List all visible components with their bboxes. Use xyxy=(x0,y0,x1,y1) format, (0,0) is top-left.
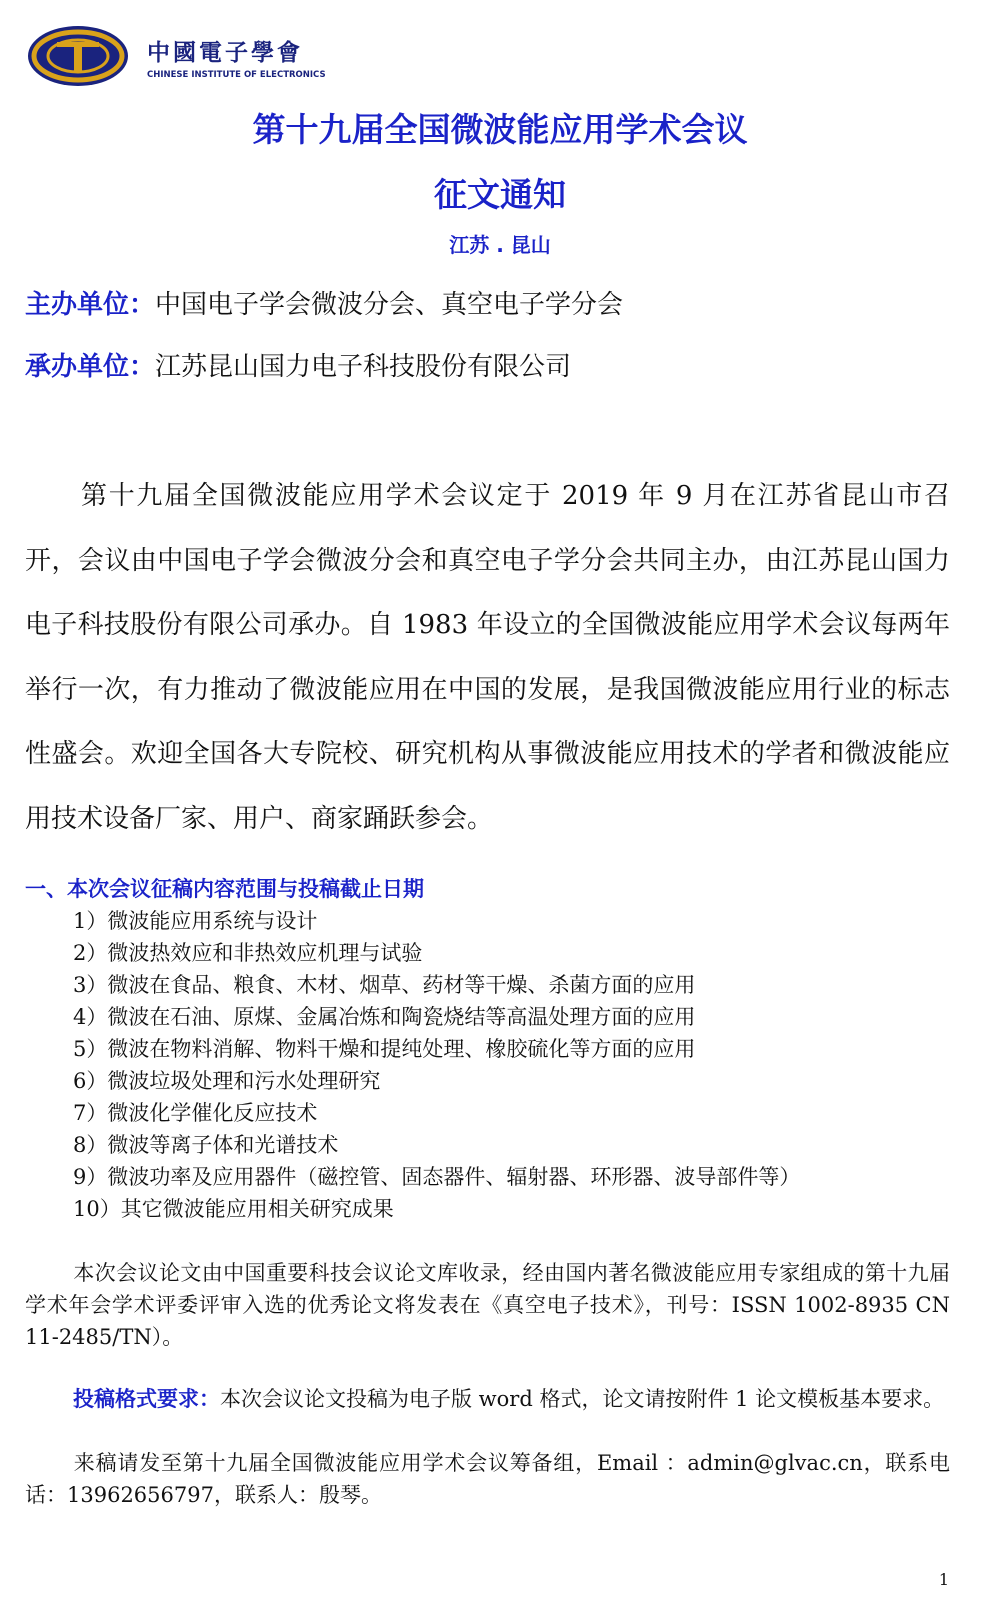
list-item: 2）微波热效应和非热效应机理与试验 xyxy=(73,941,423,965)
co-organizer-label: 承办单位： xyxy=(25,352,156,382)
list-item: 1）微波能应用系统与设计 xyxy=(73,909,318,933)
list-item: 3）微波在食品、粮食、木材、烟草、药材等干燥、杀菌方面的应用 xyxy=(73,973,696,997)
contact-info xyxy=(25,1447,950,1511)
host-value: 中国电子学会微波分会、真空电子学分会 xyxy=(155,290,624,320)
list-item: 4）微波在石油、原煤、金属冶炼和陶瓷烧结等高温处理方面的应用 xyxy=(73,1005,696,1029)
publication-note xyxy=(25,1257,950,1353)
list-item: 7）微波化学催化反应技术 xyxy=(73,1101,318,1125)
notice-title: 征文通知 xyxy=(434,175,566,214)
list-item: 6）微波垃圾处理和污水处理研究 xyxy=(73,1069,381,1093)
logo-name-cn: 中國電子學會 xyxy=(147,39,303,66)
format-requirements xyxy=(25,1383,950,1415)
list-item: 5）微波在物料消解、物料干燥和提纯处理、橡胶硫化等方面的应用 xyxy=(73,1037,696,1061)
cie-emblem-icon xyxy=(26,24,130,88)
logo-name-en: CHINESE INSTITUTE OF ELECTRONICS xyxy=(147,70,326,80)
list-item: 8）微波等离子体和光谱技术 xyxy=(73,1133,339,1157)
co-organizer-value: 江苏昆山国力电子科技股份有限公司 xyxy=(155,352,572,382)
logo-text xyxy=(147,34,326,80)
conference-title: 第十九届全国微波能应用学术会议 xyxy=(252,110,748,149)
publication-note-text: 本次会议论文由中国重要科技会议论文库收录，经由国内著名微波能应用专家组成的第十九届学术年会学术评委评审入选的优秀论文将发表在《真空电子技术》，刊号：ISSN 1002-8935 CN 11-2485/TN）。 xyxy=(25,1261,950,1349)
host-organizer xyxy=(25,284,623,321)
conference-location: 江苏 . 昆山 xyxy=(449,233,551,257)
list-item: 10）其它微波能应用相关研究成果 xyxy=(73,1197,394,1221)
topic-list xyxy=(73,905,800,1225)
contact-text: 来稿请发至第十九届全国微波能应用学术会议筹备组，Email ：admin@glvac.cn，联系电话：13962656797，联系人：殷琴。 xyxy=(25,1451,950,1507)
section-heading: 一、本次会议征稿内容范围与投稿截止日期 xyxy=(25,877,424,901)
page-number: 1 xyxy=(938,1570,949,1589)
intro-paragraph: 第十九届全国微波能应用学术会议定于 2019 年 9 月在江苏省昆山市召开，会议由中国电子学会微波分会和真空电子学分会共同主办，由江苏昆山国力电子科技股份有限公司承办。自 1983 年设立的全国微波能应用学术会议每两年举行一次，有力推动了微波能应用在中国的发展，是我国微波能应用行业的标志性盛会。欢迎全国各大专院校、研究机构从事微波能应用技术的学者和微波能应用技术设备厂家、用户、商家踊跃参会。 xyxy=(25,481,950,834)
format-text: 本次会议论文投稿为电子版 word 格式，论文请按附件 1 论文模板基本要求。 xyxy=(220,1387,945,1411)
format-label: 投稿格式要求： xyxy=(73,1387,220,1411)
host-label: 主办单位： xyxy=(25,290,156,320)
list-item: 9）微波功率及应用器件（磁控管、固态器件、辐射器、环形器、波导部件等） xyxy=(73,1165,801,1189)
co-organizer xyxy=(25,346,571,383)
cie-logo xyxy=(26,22,326,92)
